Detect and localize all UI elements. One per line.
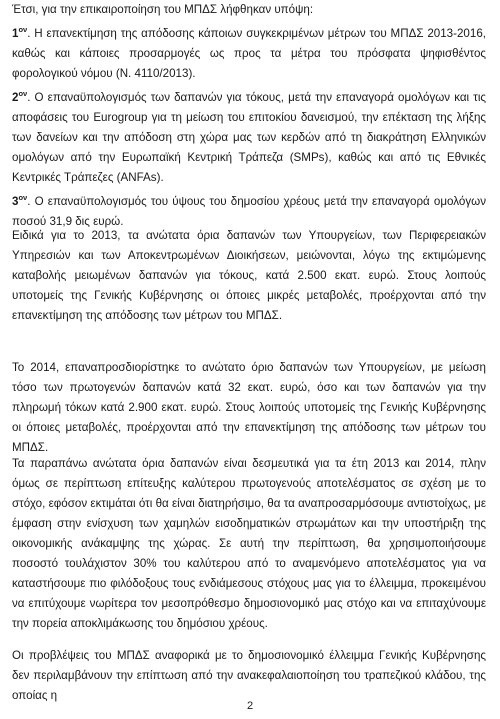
intro-line: Έτσι, για την επικαιροποίηση του ΜΠΔΣ λήφθηκαν υπόψη: — [12, 3, 314, 16]
item-number: $2^{o\nu}$ — [12, 89, 28, 104]
item-text: . Η επανεκτίμηση της απόδοσης κάποιων συγκεκριμένων μέτρων του ΜΠΔΣ 2013-2016, καθώς και κάποιες προσαρμογές ως προς τα μέτρα του πρόσφατα ψηφισθέντος φορολογικού νόμου (Ν. 4110/2013). — [12, 27, 486, 80]
list-item — [12, 84, 486, 188]
paragraph: Το 2014, επαναπροσδιορίστηκε το ανώτατο όριο δαπανών των Υπουργείων, με μείωση τόσο των πρωτογενών δαπανών κατά 32 εκατ. ευρώ, όσο και των δαπανών για την πληρωμή τόκων κατά 2.900 εκατ. ευρώ. Στους λοιπούς υποτομείς της Γενικής Κυβέρνησης οι όποιες μεταβολές, προέρχονται από την επανεκτίμηση της απόδοσης των μέτρων του ΜΠΔΣ. — [12, 361, 486, 454]
considerations-block — [12, 0, 486, 232]
page-number: 2 — [246, 700, 254, 712]
paragraph: Οι προβλέψεις του ΜΠΔΣ αναφορικά με το δημοσιονομικό έλλειμμα Γενικής Κυβέρνησης δεν περιλαμβάνουν την επίπτωση από την ανακεφαλαιοποίηση του τραπεζικού κλάδου, της οποίας η — [12, 649, 486, 702]
item-text: . Ο επαναϋπολογισμός των δαπανών για τόκους, μετά την επαναγορά ομολόγων και τις αποφάσεις του Eurogroup για τη μείωση του επιτοκίου δανεισμού, την επέκταση της λήξης των δανείων και την απόδοση στη χώρα μας των κερδών από τη διακράτηση Ελληνικών ομολόγων από την Ευρωπαϊκή Κεντρική Τράπεζα (SMPs), καθώς και από τις Εθνικές Κεντρικές Τράπεζες (ANFAs). — [12, 91, 486, 184]
list-item — [12, 20, 486, 84]
paragraph: Ειδικά για το 2013, τα ανώτατα όρια δαπανών των Υπουργείων, των Περιφερειακών Υπηρεσιών και των Αποκεντρωμένων Διοικήσεων, μειώνονται, λόγω της εκτιμώμενης καταβολής μειωμένων δαπανών για τόκους, κατά 2.500 εκατ. ευρώ. Στους λοιπούς υποτομείς της Γενικής Κυβέρνησης οι όποιες μικρές μεταβολές, προέρχονται από την επανεκτίμηση της απόδοσης των μέτρων του ΜΠΔΣ. — [12, 229, 486, 322]
item-number: $1^{o\nu}$ — [12, 25, 28, 40]
item-text: . Ο επαναϋπολογισμός του ύψους του δημοσίου χρέους μετά την επαναγορά ομολόγων ποσού 31,9 δις ευρώ. — [12, 195, 486, 228]
item-number: $3^{o\nu}$ — [12, 193, 28, 208]
paragraph: Τα παραπάνω ανώτατα όρια δαπανών είναι δεσμευτικά για τα έτη 2013 και 2014, πλην όμως σε περίπτωση επίτευξης καλύτερου πρωτογενούς αποτελέσματος σε σχέση με το στόχο, εφόσον εκτιμάται ότι θα είναι διατηρήσιμο, θα τα αναπροσαρμόσουμε αντιστοίχως, με έμφαση στην ενίσχυση των χαμηλών εισοδηματικών στρωμάτων και την υποστήριξη της οικονομικής ανάκαμψης της χώρας. Σε αυτή την περίπτωση, θα χρησιμοποιήσουμε ποσοστό τουλάχιστον 30% του καλύτερου από το αναμενόμενο αποτελέσματος για να καταστήσουμε πιο φιλόδοξους τους ενδιάμεσους στόχους μας για το έλλειμμα, προκειμένου να επιτύχουμε νωρίτερα τον μεσοπρόθεσμο δημοσιονομικό μας στόχο και να επιταχύνουμε την πορεία αποκλιμάκωσης του δημόσιου χρέους. — [12, 457, 486, 630]
